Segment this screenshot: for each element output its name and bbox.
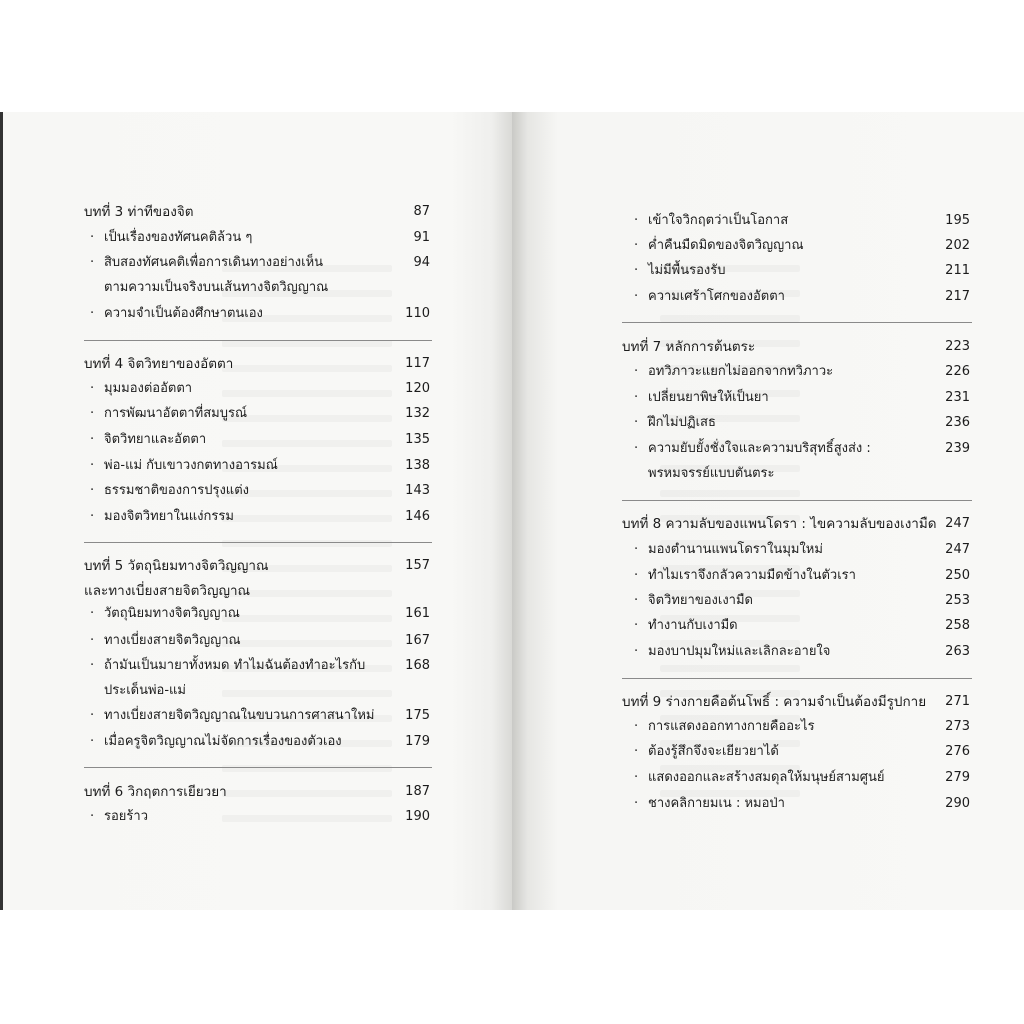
- toc-entry-title: ความเศร้าโศกของอัตตา: [648, 289, 785, 304]
- toc-section-entry: [634, 641, 970, 663]
- toc-entry-title: ทำงานกับเงามืด: [648, 618, 738, 633]
- toc-entry-title: อทวิภาวะแยกไม่ออกจากทวิภาวะ: [648, 364, 834, 379]
- toc-section-entry: [634, 590, 970, 612]
- section-divider: [84, 340, 432, 341]
- toc-entry-title: ความยับยั้งชั่งใจและความบริสุทธิ์สูงส่ง :: [648, 441, 871, 456]
- toc-entry-title: บทที่ 4 จิตวิทยาของอัตตา: [84, 356, 234, 372]
- toc-entry-title: วัตถุนิยมทางจิตวิญญาณ: [104, 606, 240, 621]
- scan-edge: [0, 112, 3, 910]
- toc-page-number: 239: [945, 441, 970, 456]
- toc-page-number: 202: [945, 238, 970, 253]
- toc-page-number: 226: [945, 364, 970, 379]
- toc-section-entry: [90, 630, 430, 652]
- toc-section-entry: [634, 793, 970, 815]
- toc-entry-title: มุมมองต่ออัตตา: [104, 381, 193, 396]
- toc-section-entry: [90, 806, 430, 828]
- toc-section-entry: [90, 480, 430, 502]
- bullet-icon: ·: [90, 255, 95, 270]
- toc-section-entry: [634, 235, 970, 257]
- toc-page-number: 247: [945, 542, 970, 557]
- toc-chapter-entry: [84, 353, 430, 375]
- toc-page-number: 132: [405, 406, 430, 421]
- toc-chapter-entry: [622, 513, 970, 535]
- toc-page-number: 146: [405, 509, 430, 524]
- toc-entry-title: บทที่ 8 ความลับของแพนโดรา : ไขความลับของเงามืด: [622, 516, 937, 532]
- toc-entry-title: มองตำนานแพนโดราในมุมใหม่: [648, 542, 823, 557]
- toc-section-entry: [90, 455, 430, 477]
- toc-entry-title: มองจิตวิทยาในแง่กรรม: [104, 509, 234, 524]
- toc-section-entry: [634, 210, 970, 232]
- toc-entry-title: แสดงออกและสร้างสมดุลให้มนุษย์สามศูนย์: [648, 770, 885, 785]
- toc-entry-title: รอยร้าว: [104, 809, 148, 824]
- toc-page-number: 110: [405, 306, 430, 321]
- bullet-icon: ·: [634, 719, 639, 734]
- section-divider: [84, 542, 432, 543]
- toc-entry-title: บทที่ 6 วิกฤตการเยียวยา: [84, 784, 227, 800]
- bullet-icon: ·: [90, 458, 95, 473]
- toc-page-number: 290: [945, 796, 970, 811]
- toc-page-number: 117: [405, 356, 430, 371]
- toc-entry-title: เป็นเรื่องของทัศนคติล้วน ๆ: [104, 230, 253, 245]
- toc-entry-title: เปลี่ยนยาพิษให้เป็นยา: [648, 390, 769, 405]
- bullet-icon: ·: [634, 568, 639, 583]
- toc-page-number: 190: [405, 809, 430, 824]
- bullet-icon: ·: [634, 644, 639, 659]
- toc-section-entry: [104, 680, 430, 702]
- toc-section-entry: [90, 429, 430, 451]
- toc-page-number: 167: [405, 633, 430, 648]
- toc-section-entry: [634, 615, 970, 637]
- toc-section-entry: [634, 286, 970, 308]
- toc-entry-title: บทที่ 7 หลักการต้นตระ: [622, 339, 756, 355]
- toc-section-entry: [90, 731, 430, 753]
- toc-page-number: 175: [405, 708, 430, 723]
- toc-page-number: 253: [945, 593, 970, 608]
- toc-chapter-entry: [84, 580, 430, 602]
- toc-entry-title: ธรรมชาติของการปรุงแต่ง: [104, 483, 249, 498]
- toc-page-number: 276: [945, 744, 970, 759]
- toc-page-number: 223: [945, 339, 970, 354]
- section-divider: [622, 678, 972, 679]
- toc-page-number: 279: [945, 770, 970, 785]
- bullet-icon: ·: [90, 509, 95, 524]
- toc-entry-title: ความจำเป็นต้องศึกษาตนเอง: [104, 306, 263, 321]
- toc-page-number: 168: [405, 658, 430, 673]
- toc-entry-title: จิตวิทยาของเงามืด: [648, 593, 753, 608]
- toc-page-number: 91: [413, 230, 430, 245]
- toc-section-entry: [648, 463, 970, 485]
- bullet-icon: ·: [90, 658, 95, 673]
- toc-entry-title: สิบสองทัศนคติเพื่อการเดินทางอย่างเห็น: [104, 255, 324, 270]
- toc-entry-title: บทที่ 3 ท่าทีของจิต: [84, 204, 194, 220]
- toc-page-number: 195: [945, 213, 970, 228]
- bleed-through-line: [660, 490, 800, 497]
- toc-entry-title: ฝึกไม่ปฏิเสธ: [648, 415, 716, 430]
- toc-page-number: 87: [413, 204, 430, 219]
- toc-section-entry: [104, 277, 430, 299]
- bullet-icon: ·: [90, 306, 95, 321]
- toc-section-entry: [634, 716, 970, 738]
- toc-entry-title: และทางเบี่ยงสายจิตวิญญาณ: [84, 583, 251, 599]
- bullet-icon: ·: [90, 483, 95, 498]
- toc-section-entry: [90, 506, 430, 528]
- toc-entry-title: ค่ำคืนมืดมิดของจิตวิญญาณ: [648, 238, 804, 253]
- toc-chapter-entry: [622, 336, 970, 358]
- toc-section-entry: [634, 741, 970, 763]
- bullet-icon: ·: [90, 809, 95, 824]
- toc-section-entry: [90, 252, 430, 274]
- toc-entry-title: ทางเบี่ยงสายจิตวิญญาณในขบวนการศาสนาใหม่: [104, 708, 375, 723]
- toc-chapter-entry: [84, 555, 430, 577]
- toc-entry-title: มองบาปมุมใหม่และเลิกละอายใจ: [648, 644, 831, 659]
- toc-entry-title: ทำไมเราจึงกลัวความมืดข้างในตัวเรา: [648, 568, 856, 583]
- toc-page-number: 120: [405, 381, 430, 396]
- toc-page-number: 179: [405, 734, 430, 749]
- toc-entry-title: ทางเบี่ยงสายจิตวิญญาณ: [104, 633, 241, 648]
- section-divider: [622, 322, 972, 323]
- bullet-icon: ·: [634, 796, 639, 811]
- bullet-icon: ·: [90, 708, 95, 723]
- toc-page-number: 258: [945, 618, 970, 633]
- toc-section-entry: [634, 361, 970, 383]
- toc-page-number: 247: [945, 516, 970, 531]
- bleed-through-line: [222, 340, 392, 347]
- toc-entry-title: ไม่มีพื้นรองรับ: [648, 263, 726, 278]
- toc-entry-title: ชางคลิกายมเน : หมอป่า: [648, 796, 785, 811]
- toc-page-number: 273: [945, 719, 970, 734]
- toc-page-number: 157: [405, 558, 430, 573]
- toc-page-number: 143: [405, 483, 430, 498]
- toc-page-number: 263: [945, 644, 970, 659]
- bullet-icon: ·: [90, 406, 95, 421]
- toc-chapter-entry: [84, 781, 430, 803]
- bullet-icon: ·: [90, 606, 95, 621]
- toc-section-entry: [634, 539, 970, 561]
- bullet-icon: ·: [634, 213, 639, 228]
- toc-entry-title: บทที่ 9 ร่างกายคือต้นโพธิ์ : ความจำเป็นต้องมีรูปกาย: [622, 694, 927, 710]
- toc-section-entry: [90, 403, 430, 425]
- toc-entry-title: เมื่อครูจิตวิญญาณไม่จัดการเรื่องของตัวเอง: [104, 734, 342, 749]
- toc-section-entry: [90, 655, 430, 677]
- toc-page-number: 236: [945, 415, 970, 430]
- toc-entry-title: พ่อ-แม่ กับเขาวงกตทางอารมณ์: [104, 458, 278, 473]
- bullet-icon: ·: [634, 618, 639, 633]
- toc-entry-title: ตามความเป็นจริงบนเส้นทางจิตวิญญาณ: [104, 280, 329, 295]
- toc-entry-title: การพัฒนาอัตตาที่สมบูรณ์: [104, 406, 248, 421]
- toc-entry-title: พรหมจรรย์แบบตันตระ: [648, 466, 775, 481]
- toc-page-number: 187: [405, 784, 430, 799]
- toc-section-entry: [634, 438, 970, 460]
- bullet-icon: ·: [634, 364, 639, 379]
- toc-entry-title: ถ้ามันเป็นมายาทั้งหมด ทำไมฉันต้องทำอะไรกับ: [104, 658, 366, 673]
- toc-chapter-entry: [84, 201, 430, 223]
- toc-page-number: 161: [405, 606, 430, 621]
- toc-section-entry: [634, 387, 970, 409]
- toc-page-number: 94: [413, 255, 430, 270]
- section-divider: [622, 500, 972, 501]
- section-divider: [84, 767, 432, 768]
- bullet-icon: ·: [634, 263, 639, 278]
- bullet-icon: ·: [634, 744, 639, 759]
- toc-entry-title: การแสดงออกทางกายคืออะไร: [648, 719, 815, 734]
- toc-entry-title: ประเด็นพ่อ-แม่: [104, 683, 187, 698]
- toc-section-entry: [634, 565, 970, 587]
- toc-page-number: 231: [945, 390, 970, 405]
- toc-entry-title: จิตวิทยาและอัตตา: [104, 432, 207, 447]
- bleed-through-line: [660, 665, 800, 672]
- toc-chapter-entry: [622, 691, 970, 713]
- bullet-icon: ·: [634, 593, 639, 608]
- toc-section-entry: [90, 378, 430, 400]
- toc-section-entry: [634, 767, 970, 789]
- toc-section-entry: [90, 705, 430, 727]
- toc-entry-title: เข้าใจวิกฤตว่าเป็นโอกาส: [648, 213, 789, 228]
- bullet-icon: ·: [634, 390, 639, 405]
- toc-section-entry: [90, 603, 430, 625]
- toc-entry-title: บทที่ 5 วัตถุนิยมทางจิตวิญญาณ: [84, 558, 269, 574]
- toc-entry-title: ต้องรู้สึกจึงจะเยียวยาได้: [648, 744, 779, 759]
- toc-page-number: 138: [405, 458, 430, 473]
- toc-section-entry: [634, 412, 970, 434]
- toc-section-entry: [90, 227, 430, 249]
- bleed-through-line: [660, 315, 800, 322]
- bullet-icon: ·: [90, 734, 95, 749]
- bullet-icon: ·: [634, 770, 639, 785]
- toc-page-number: 271: [945, 694, 970, 709]
- toc-section-entry: [634, 260, 970, 282]
- bullet-icon: ·: [634, 289, 639, 304]
- toc-page-number: 211: [945, 263, 970, 278]
- bullet-icon: ·: [634, 238, 639, 253]
- toc-page-number: 217: [945, 289, 970, 304]
- bullet-icon: ·: [90, 381, 95, 396]
- toc-page-number: 250: [945, 568, 970, 583]
- bullet-icon: ·: [634, 441, 639, 456]
- toc-section-entry: [90, 303, 430, 325]
- bullet-icon: ·: [634, 415, 639, 430]
- bullet-icon: ·: [90, 432, 95, 447]
- bullet-icon: ·: [90, 633, 95, 648]
- bullet-icon: ·: [90, 230, 95, 245]
- bullet-icon: ·: [634, 542, 639, 557]
- toc-page-number: 135: [405, 432, 430, 447]
